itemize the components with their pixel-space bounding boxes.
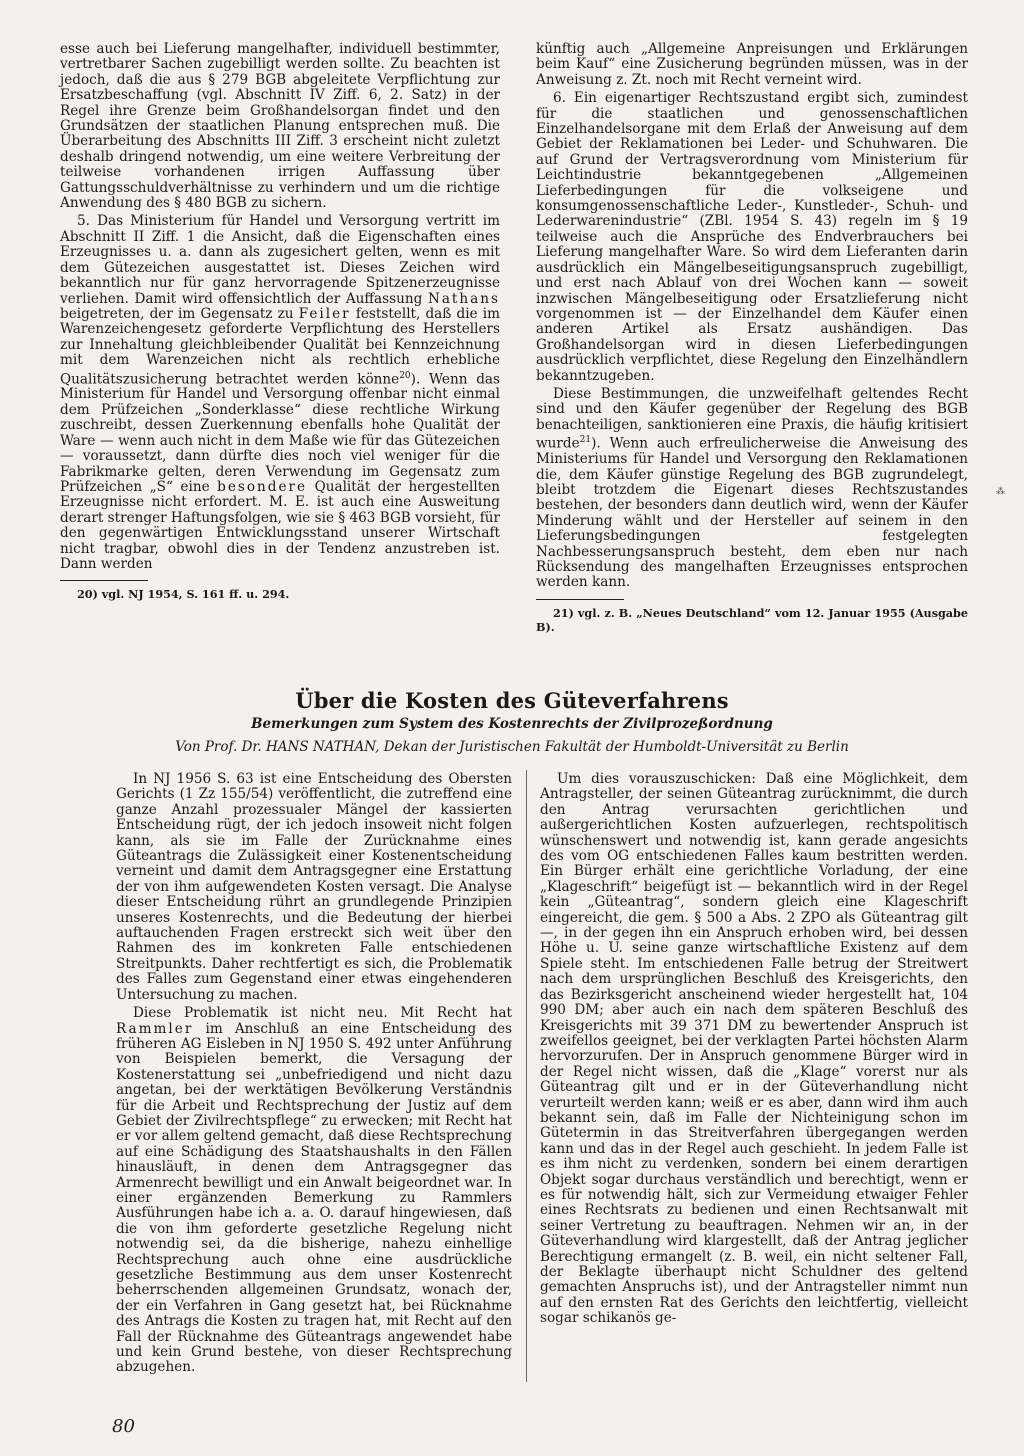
footnote-rule: [536, 599, 624, 600]
author-name-nathan: Nathans: [427, 290, 500, 307]
top-right-column: [536, 42, 968, 634]
text-run: im Anschluß an eine Entscheidung des früheren AG Eisleben in NJ 1950 S. 492 unter Anführung von Beispielen bemerkt, die Versagung der Kostenerstattung sei „unbefriedigend und nicht dazu angetan, bei der werktätigen Bevölkerung Verständnis für die Arbeit und Rechtsprechung der Justiz auf dem Gebiet der Zivilrechtspflege“ zu erwecken; mit Recht hat er vor allem geltend gemacht, daß diese Rechtsprechung auf eine Schädigung des Staatshaushalts in den Fällen hinausläuft, in denen dem Antragsgegner das Armenrecht bewilligt und ein Anwalt beigeordnet war. In einer ergänzenden Bemerkung zu Rammlers Ausführungen habe ich a. a. O. darauf hingewiesen, daß die von ihm geforderte gesetzliche Regelung nicht notwendig sei, da die bisherige, nahezu einhellige Rechtsprechung auch ohne eine ausdrückliche gesetzliche Bestimmung aus dem unser Kostenrecht beherrschenden allgemeinen Grundsatz, wonach der, der ein Verfahren in Gang gesetzt hat, bei Rücknahme des Antrags die Kosten zu tragen hat, mit Recht auf den Fall der Rücknahme des Güteantrags angewendet habe und kein Grund bestehe, von dieser Rechtsprechung abzugehen.: [116, 1020, 512, 1376]
text-run: Diese Bestimmungen, die unzweifelhaft geltendes Recht sind und den Käufer gegenüber der Regelung des BGB benachteiligen, sanktionieren eine Praxis, die häufig kritisiert wurde: [536, 385, 968, 452]
text-run: Diese Problematik ist nicht neu. Mit Recht hat: [133, 1005, 512, 1022]
text-run: 5. Das Ministerium für Handel und Versorgung vertritt im Abschnitt II Ziff. 1 die Ansicht, daß die Eigenschaften eines Erzeugnisses u. a. dann als zugesichert gelten, wenn es mit dem Gütezeichen ausgestattet ist. Dieses Zeichen wird bekanntlich nur für ganz hervorragende Spitzenerzeugnisse verliehen. Damit wird offensichtlich der Auffassung: [60, 213, 500, 307]
footnote-ref-20: 20: [399, 370, 411, 381]
article-subtitle: Bemerkungen zum System des Kostenrechts der Zivilprozeßordnung: [251, 716, 773, 732]
bottom-left-column: [116, 772, 512, 1379]
bottom-right-column: [540, 772, 968, 1330]
author-name-rammler: Rammler: [116, 1020, 194, 1037]
paragraph-rammler: [116, 1006, 512, 1376]
paragraph-6: 6. Ein eigenartiger Rechtszustand ergibt sich, zumindest für die staatlichen und genossenschaftlichen Einzelhandelsorgane mit dem Erlaß der Anweisung auf dem Gebiet der Reklamationen bei Leder- und Schuhwaren. Die auf Grund der Vertragsverordnung vom Ministerium für Leichtindustrie bekanntgegebenen „Allgemeinen Lieferbedingungen für die volkseigene und konsumgenossenschaftliche Leder-, Kunstleder-, Schuh- und Lederwarenindustrie“ (ZBl. 1954 S. 43) regeln im § 19 teilweise auch die Ansprüche des Endverbrauchers bei Lieferung mangelhafter Ware. So wird dem Lieferanten darin ausdrücklich ein Mängelbeseitigungsanspruch zugebilligt, und erst nach Ablauf von drei Wochen kann — soweit inzwischen Mängelbeseitigung oder Ersatzlieferung nicht vorgenommen ist — der Einzelhandel dem Käufer einen anderen Artikel als Ersatz aushändigen. Das Großhandelsorgan wird in diesen Lieferbedingungen ausdrücklich verpflichtet, diese Regelung den Einzelhändlern bekanntzugeben.: [536, 90, 968, 384]
paragraph-7: [536, 387, 968, 591]
paragraph-continuation: künftig auch „Allgemeine Anpreisungen und Erklärungen beim Kauf“ eine Zusicherung begründen müssen, was in der Anweisung z. Zt. noch mit Recht verneint wird.: [536, 41, 968, 88]
footnote-rule: [60, 580, 148, 581]
paragraph-intro: In NJ 1956 S. 63 ist eine Entscheidung des Obersten Gerichts (1 Zz 155/54) veröffentlicht, die zutreffend eine ganze Anzahl prozessualer Mängel der kassierten Entscheidung rügt, der ich jedoch insoweit nicht folgen kann, als sie im Falle der Zurücknahme eines Güteantrags die Zulässigkeit einer Kostenentscheidung verneint und damit dem Antragsgegner eine Erstattung der von ihm aufgewendeten Kosten versagt. Die Analyse dieser Entscheidung rührt an grundlegende Prinzipien unseres Kostenrechts, und die Bedeutung der hierbei auftauchenden Fragen erstreckt sich weit über den Rahmen des im konkreten Falle entschiedenen Streitpunkts. Daher rechtfertigt es sich, die Problematik des Falles zum Gegenstand einer etwas eingehenderen Untersuchung zu machen.: [116, 771, 512, 1003]
text-run: Qualität der hergestellten Erzeugnisse nicht erfordert. M. E. ist auch eine Ausweitung derart strenger Haftungsfolgen, wie sie § 463 BGB vorsieht, für den gegenwärtigen Entwicklungsstand unserer Wirtschaft nicht tragbar, obwohl dies in der Tendenz anzustreben ist. Dann werden: [60, 478, 501, 572]
article-title: Über die Kosten des Güteverfahrens: [295, 688, 729, 713]
top-left-column: [60, 42, 500, 601]
footnote-ref-21: 21: [579, 435, 592, 446]
page-number: 80: [112, 1416, 135, 1437]
text-run: ). Wenn das Ministerium für Handel und Versorgung offenbar nicht einmal dem Prüfzeichen „Sonderklasse“ diese rechtliche Wirkung zuschreibt, dessen Zuerkennung ebenfalls hohe Qualität der Ware — wenn auch nicht in dem Maße wie für das Gütezeichen — voraussetzt, dann dürfte dies noch viel weniger für die Fabrikmarke gelten, deren Verwendung im Gegensatz zum Prüfzeichen „S“ eine: [60, 371, 501, 495]
footnote-21: 21) vgl. z. B. „Neues Deutschland“ vom 12. Januar 1955 (Ausgabe B).: [536, 605, 968, 634]
emphasis-besondere: besondere: [217, 478, 308, 495]
article-byline: Von Prof. Dr. HANS NATHAN, Dekan der Juristischen Fakultät der Humboldt-Universität zu Berlin: [175, 739, 849, 755]
author-name-feiler: Feiler: [298, 305, 351, 322]
paragraph-5: [60, 214, 500, 572]
paragraph-continuation: esse auch bei Lieferung mangelhafter, individuell bestimmter, vertretbarer Sachen zugebilligt werden sollte. Zu beachten ist jedoch, daß die aus § 279 BGB abgeleitete Verpflichtung zur Ersatzbeschaffung (vgl. Abschnitt IV Ziff. 6, 2. Satz) in der Regel ihre Grenze beim Großhandelsorgan findet und den Grundsätzen der staatlichen Planung entsprechen muß. Die Überarbeitung des Abschnitts III Ziff. 3 erscheint nicht zuletzt deshalb dringend notwendig, um eine weitere Verbreitung der teilweise vorhandenen irrigen Auffassung über Gattungsschuldverhältnisse zu verhindern und um die richtige Anwendung des § 480 BGB zu sichern.: [60, 41, 500, 212]
text-run: ). Wenn auch erfreulicherweise die Anweisung des Ministeriums für Handel und Versorgung den Reklamationen die, dem Käufer günstige Regelung des BGB zugrundelegt, bleibt trotzdem die Eigenart dieses Rechtszustandes bestehen, der besonders dann deutlich wird, wenn der Käufer Minderung wählt und der Hersteller auf seinem in den Lieferungsbedingungen festgelegten Nachbesserungsanspruch besteht, dem eben nur nach Rücksendung des mangelhaften Erzeugnisses entsprochen werden kann.: [536, 435, 968, 591]
text-run: beigetreten, der im Gegensatz zu: [60, 305, 294, 322]
footnote-20: 20) vgl. NJ 1954, S. 161 ff. u. 294.: [77, 587, 290, 602]
paragraph-argument: Um dies vorauszuschicken: Daß eine Möglichkeit, dem Antragsteller, der seinen Güteantrag zurücknimmt, die durch den Antrag verursachten gerichtlichen und außergerichtlichen Kosten aufzuerlegen, rechtspolitisch wünschenswert und notwendig ist, kann gerade angesichts des vom OG entschiedenen Falles kaum bestritten werden. Ein Bürger erhält eine gerichtliche Vorladung, der eine „Klageschrift“ beigefügt ist — bekanntlich wird in der Regel kein „Güteantrag“, sondern gleich eine Klageschrift eingereicht, die gem. § 500 a Abs. 2 ZPO als Güteantrag gilt —, in der gegen ihn ein Anspruch erhoben wird, bei dessen Höhe u. U. seine ganze wirtschaftliche Existenz auf dem Spiele steht. Im entschiedenen Falle betrug der Streitwert nach dem ursprünglichen Beschluß des Kreisgerichts, den das Bezirksgericht anscheinend wieder hergestellt hat, 104 990 DM; aber auch ein nach dem späteren Beschluß des Kreisgerichts mit 39 371 DM zu bewertender Anspruch ist zweifellos geeignet, bei der verklagten Partei höchsten Alarm hervorzurufen. Der in Anspruch genommene Bürger wird in der Regel nicht wissen, daß die „Klage“ vorerst nur als Güteantrag gilt und er in der Güteverhandlung nicht verurteilt werden kann; weiß er es aber, dann wird ihm auch bekannt sein, daß im Falle der Nichteinigung schon im Gütetermin in das Streitverfahren übergegangen werden kann und das in der Regel auch geschieht. In jedem Falle ist es ihm nicht zu verdenken, sondern bei einem derartigen Objekt sogar durchaus verständlich und berechtigt, wenn er es für notwendig hält, sich zur Vermeidung etwaiger Fehler eines Rechtsrats zu bedienen und einen Rechtsanwalt mit seiner Vertretung zu beauftragen. Nehmen wir an, in der Güteverhandlung wird klargestellt, daß der Antrag jeglicher Berechtigung ermangelt (z. B. weil, ein nicht seltener Fall, der Beklagte überhaupt nicht Schuldner des geltend gemachten Anspruchs ist), und der Antragsteller nimmt nun auf den ernsten Rat des Gerichts den leichtfertig, vielleicht sogar schikanös ge-: [540, 771, 968, 1327]
scan-speck: ⁂: [996, 487, 1005, 497]
text-run: feststellt, daß die im Warenzeichengesetz geforderte Verpflichtung des Herstellers zur Innehaltung gleichbleibender Qualität bei Kennzeichnung mit dem Warenzeichen nicht als rechtlich erhebliche Qualitätszusicherung betrachtet werden könne: [60, 305, 500, 388]
column-divider: [526, 770, 527, 1382]
